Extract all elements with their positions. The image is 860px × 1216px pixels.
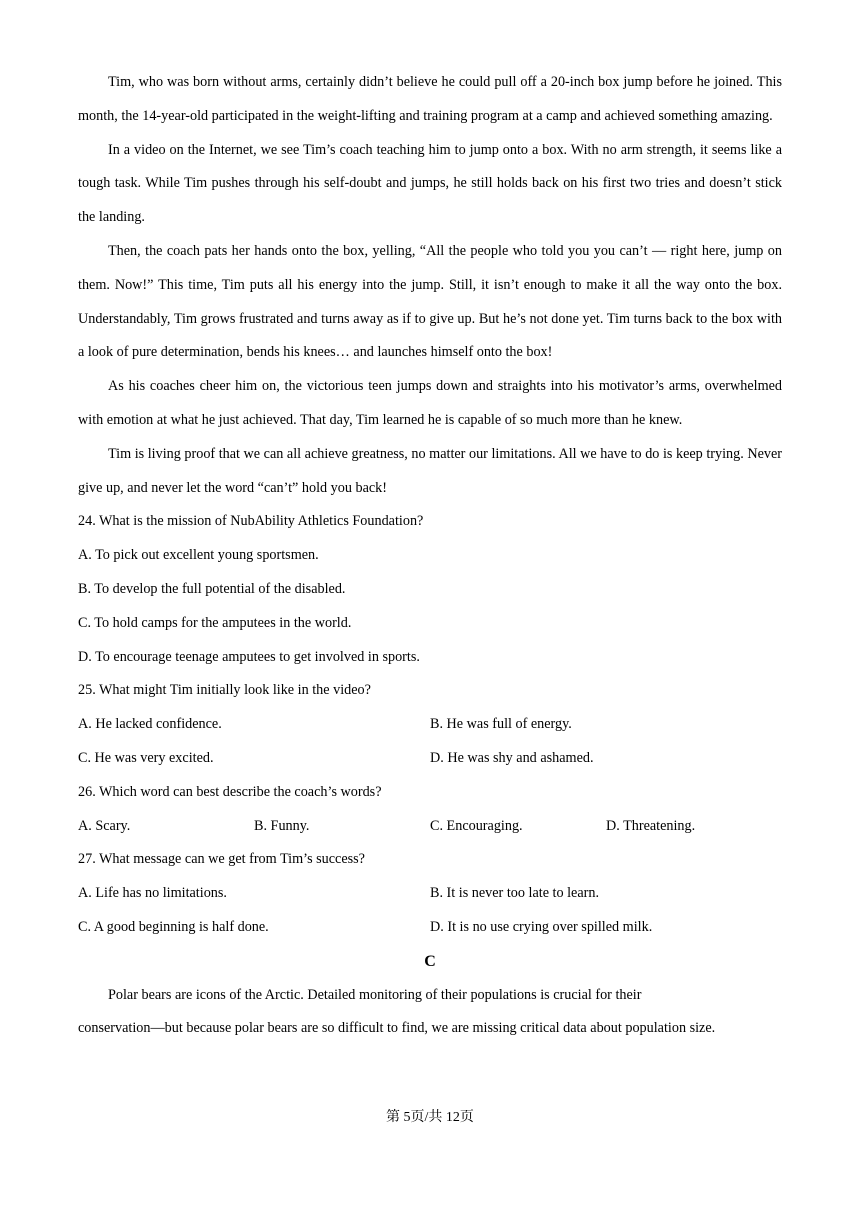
question-27 (78, 843, 782, 944)
option-d: D. He was shy and ashamed. (430, 749, 594, 766)
question-24 (78, 505, 782, 674)
question-26 (78, 776, 782, 844)
option-b: B. Funny. (254, 817, 310, 834)
option-row (78, 877, 782, 911)
option-b: B. To develop the full potential of the disabled. (78, 580, 346, 597)
option-a: A. To pick out excellent young sportsmen. (78, 547, 319, 564)
option-row (78, 911, 782, 945)
option-row (78, 742, 782, 776)
option-c: C. Encouraging. (430, 817, 523, 834)
question-stem: 26. Which word can best describe the coach’s words? (78, 783, 382, 800)
passage-paragraph-1: Tim, who was born without arms, certainly didn’t believe he could pull off a 20-inch box jump before he joined. This month, the 14-year-old participated in the weight-lifting and training program at a camp and achieved something amazing. (78, 74, 782, 124)
passage-paragraph-3: Then, the coach pats her hands onto the box, yelling, “All the people who told you you can’t — right here, jump on them. Now!” This time, Tim puts all his energy into the jump. Still, it isn’t enough to make it all the way onto the box. Understandably, Tim grows frustrated and turns away as if to give up. But he’s not done yet. Tim turns back to the box with a look of pure determination, bends his knees… and launches himself onto the box! (78, 242, 782, 361)
option-a: A. Scary. (78, 817, 131, 834)
option-b: B. He was full of energy. (430, 716, 572, 733)
section-heading: C (424, 952, 436, 970)
option-row (78, 810, 782, 844)
option-d: D. Threatening. (606, 817, 696, 834)
section-c-line-2: conservation—but because polar bears are so difficult to find, we are missing critical data about population size. (78, 1020, 716, 1037)
option-a: A. Life has no limitations. (78, 885, 227, 902)
question-25 (78, 674, 782, 775)
page-footer: 第 5页/共 12页 (386, 1110, 474, 1125)
passage-paragraph-5: Tim is living proof that we can all achieve greatness, no matter our limitations. All we have to do is keep trying. Never give up, and never let the word “can’t” hold you back! (78, 445, 782, 496)
question-stem: 24. What is the mission of NubAbility Athletics Foundation? (78, 513, 424, 530)
option-c: C. He was very excited. (78, 749, 214, 766)
option-b: B. It is never too late to learn. (430, 885, 600, 902)
section-c-line-1: Polar bears are icons of the Arctic. Detailed monitoring of their populations is crucial for their (108, 986, 642, 1003)
option-d: D. To encourage teenage amputees to get involved in sports. (78, 648, 420, 665)
question-stem: 25. What might Tim initially look like in the video? (78, 682, 371, 699)
passage-paragraph-2: In a video on the Internet, we see Tim’s coach teaching him to jump onto a box. With no arm strength, it seems like a tough task. While Tim pushes through his self-doubt and jumps, he still holds back on his first two tries and doesn’t stick the landing. (78, 141, 782, 226)
option-a: A. He lacked confidence. (78, 716, 222, 733)
option-row (78, 708, 782, 742)
option-d: D. It is no use crying over spilled milk. (430, 918, 653, 935)
passage-paragraph-4: As his coaches cheer him on, the victorious teen jumps down and straights into his motivator’s arms, overwhelmed with emotion at what he just achieved. That day, Tim learned he is capable of so much more than he knew. (78, 378, 782, 428)
option-c: C. To hold camps for the amputees in the world. (78, 614, 352, 631)
document-page (78, 66, 782, 1046)
option-c: C. A good beginning is half done. (78, 918, 269, 935)
question-stem: 27. What message can we get from Tim’s success? (78, 851, 365, 868)
